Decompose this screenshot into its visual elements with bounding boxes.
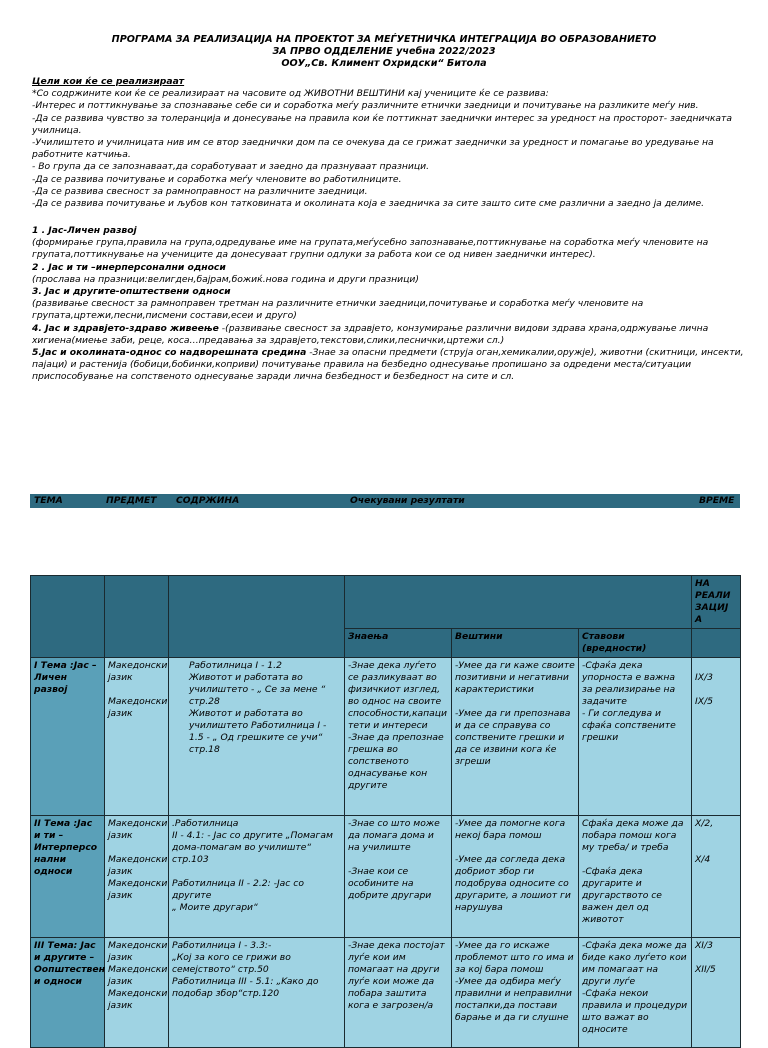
row-tema: II Тема :Јас и ти – Интерперсо нални односи [31, 816, 105, 938]
topic-text: -Знае за опасни предмети (струја оган,хемикалии,оружје), животни (скитници, инсекти, пајаци) и растенија (бобици,бобинки,коприви) почитување правила на безбедно однесување пропишано за одредени места/ситуации приспособување на сопственото однесување заради лична безбедност и безбедност на сите и сл. [32, 347, 744, 383]
goal-line: *Со содржините кои ќе се реализираат на часовите од ЖИВОТНИ ВЕШТИНИ кај учениците ќе се развива: [32, 88, 549, 100]
table-row [31, 658, 741, 816]
col-vestini: Вештини [452, 629, 579, 658]
goals-heading: Цели кои ќе се реализираат [32, 76, 185, 87]
row-tema: I Тема :Јас – Личен развој [31, 658, 105, 816]
row-stavovi: -Сфаќа дека упорноста е важна за реализирање на задачите - Ги согледува и сфаќа сопствените грешки [579, 658, 692, 816]
row-predmet: Македонски јазик Македонски јазик Македонски јазик [105, 816, 169, 938]
topic-text: (развивање свесност за рамноправен третман на различните етнички заедници,почитување и соработка меѓу членовите на групата,цртежи,песни,писмени состави,есеи и друго) [32, 298, 644, 322]
topic-title: 3. Јас и другите-општествени односи [32, 286, 231, 298]
topic-title: 5.Јас и околината-однос со надворешната средина [32, 347, 307, 359]
col-sodrzina: СОДРЖИНА [176, 495, 240, 506]
goals-section [32, 76, 744, 210]
goal-line: -Да се развива свесност за рамноправност на различните заедници. [32, 185, 368, 197]
topics-section [32, 225, 744, 384]
row-znaenja: -Знае со што може да помага дома и на училиште -Знае кои се особините на добрите другари [345, 816, 452, 938]
row-vreme: X/2, X/4 [692, 816, 741, 938]
topic-text: (формирање група,правила на група,одредување име на групата,меѓусебно запознавање,поттикнување на соработка меѓу членовите на групата,поттикнување на учениците да донесуваат групни одлуки за работа кои се од нивен заеднички интерес). [32, 237, 709, 261]
col-znaenja: Знаења [345, 629, 452, 658]
table-row [31, 938, 741, 1048]
table-header-bar [30, 494, 740, 508]
row-vestini: -Умее да ги каже своите позитивни и негативни карактеристики -Умее да ги препознава и да се справува со сопствените грешки и да се извини кога ќе згреши [452, 658, 579, 816]
topic-text: -(развивање свесност за здравјето, конзумирање различни видови здрава храна,одржување лична хигиена(миење заби, реце, коса…предавања за здравјето,текстови,слики,песнички,цртежи сл.) [32, 322, 709, 346]
row-sodrzina: Работилница I - 1.2 Животот и работата во училиштето - „ Се за мене “ стр.28 Животот и работата во училиштето Работилница I - 1.5 - „ Од грешките се учи“ стр.18 [169, 658, 345, 816]
col-tema: ТЕМА [34, 495, 63, 506]
row-vestini: -Умее да го искаже проблемот што го има и за кој бара помош -Умее да одбира меѓу правилни и неправилни постапки,да постави барање и да ги слушне [452, 938, 579, 1048]
col-predmet: ПРЕДМЕТ [106, 495, 157, 506]
topic-title: 2 . Јас и ти –инерперсонални односи [32, 261, 226, 273]
school-name: ООУ„Св. Климент Охридски“ Битола [281, 58, 487, 69]
document-title: ПРОГРАМА ЗА РЕАЛИЗАЦИЈА НА ПРОЕКТОТ ЗА МЕЃУЕТНИЧКА ИНТЕГРАЦИЈА ВО ОБРАЗОВАНИЕТО [111, 34, 657, 45]
goal-line: -Да се развива чувство за толеранција и донесување на правила кои ќе поттикнат заеднички интерес за уредност на просторот- заедничката училница. [32, 112, 733, 136]
row-tema: III Тема: Јас и другите – Оопштествен и односи [31, 938, 105, 1048]
vreme-subheader: НА РЕАЛИ ЗАЦИЈ А [692, 576, 741, 629]
curriculum-table [30, 575, 741, 1048]
col-stavovi: Ставови (вредности) [579, 629, 692, 658]
col-vreme: ВРЕМЕ [699, 495, 735, 506]
row-znaenja: -Знае дека луѓето се разликуваат во физичкиот изглед, во однос на своите способности,капаци тети и интереси -Знае да препознае грешка во сопственото однасување кон другите [345, 658, 452, 816]
row-predmet: Македонски јазик Македонски јазик [105, 658, 169, 816]
goal-line: -Интерес и поттикнување за спознавање себе си и соработка меѓу различните етнички заедници и почитување на разликите меѓу нив. [32, 100, 699, 112]
goal-line: -Училиштето и училницата нив им се втор заеднички дом па се очекува да се грижат заеднички за уредност и помагање во уредување на работните катчиња. [32, 137, 714, 161]
document-subtitle: ЗА ПРВО ОДДЕЛЕНИЕ учебна 2022/2023 [272, 46, 496, 57]
row-vestini: -Умее да помогне кога некој бара помош -Умее да согледа дека добриот збор ги подобрува односите со другарите, а лошиот ги нарушува [452, 816, 579, 938]
row-stavovi: Сфаќа дека може да побара помош кога му треба/ и треба -Сфаќа дека другарите и другарството се важен дел од животот [579, 816, 692, 938]
goal-line: - Во група да се запознаваат,да соработуваат и заедно да празнуваат празници. [32, 161, 430, 173]
table-header-row [31, 576, 741, 629]
topic-title: 1 . Јас-Личен развој [32, 225, 137, 236]
row-predmet: Македонски јазик Македонски јазик Македонски јазик [105, 938, 169, 1048]
row-sodrzina: Работилница I - 3.3:- „Кој за кого се грижи во семејството“ стр.50 Работилница III - 5.1: „Kaко до подобар збор“стр.120 [169, 938, 345, 1048]
goal-line: -Да се развива почитување и љубов кон татковината и околината која е заедничка за сите зашто сите сме различни а заедно ја делиме. [32, 198, 705, 210]
goal-line: -Да се развива почитување и соработка меѓу членовите во работилниците. [32, 173, 402, 185]
topic-title: 4. Јас и здравјето-здраво живеење [32, 322, 219, 334]
table-row [31, 816, 741, 938]
row-znaenja: -Знае дека постојат луѓе кои им помагаат на други луѓе кои може да побара заштита кога е загрозен/а [345, 938, 452, 1048]
row-sodrzina: .Работилница II - 4.1: - Јас со другите „Помагам дома-помагам во училиште“ стр.103 Работилница II - 2.2: -Јас со другите „ Моите другари“ [169, 816, 345, 938]
topic-text: (прослава на празници:велигден,бајрам,божиќ.нова година и други празници) [32, 273, 419, 285]
row-vreme: XI/3 XII/5 [692, 938, 741, 1048]
row-vreme: IX/3 IX/5 [692, 658, 741, 816]
col-rezultati: Очекувани резултати [350, 495, 465, 506]
row-stavovi: -Сфаќа дека може да биде како луѓето кои им помагаат на други луѓе -Сфаќа некои правила и процедури што важат во односите [579, 938, 692, 1048]
